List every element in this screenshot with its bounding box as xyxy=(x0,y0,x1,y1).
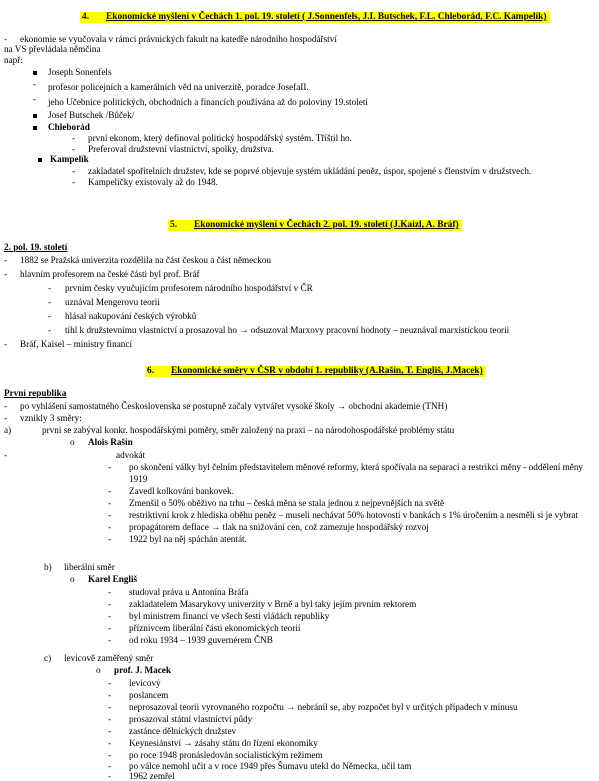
kampelik-line-1: zakladatel spořitelních družstev, kde se poprvé objevuje systém ukládání peněz, úspor, spojené s členstvím v družstvech. xyxy=(88,166,532,176)
circle-bullet-icon: o xyxy=(70,574,75,584)
person-kampelik: Kampelík xyxy=(50,154,89,164)
rasin-line-5: propagátorem deflace → tlak na snižování cen, což zamezuje hospodářský rozvoj xyxy=(129,522,429,532)
dash-marker: - xyxy=(108,678,112,688)
dash-marker: - xyxy=(72,144,76,154)
bullet-icon xyxy=(33,126,37,130)
dash-marker: - xyxy=(108,462,112,472)
rasin-line-3: Zmenšil o 50% oběživo na trhu – česká měna se stala jednou z nejpevnějších na světě xyxy=(129,498,445,508)
englis-line-3: byl ministrem financí ve všech šesti vládách republiky xyxy=(129,611,330,621)
person-rasin: Alois Rašín xyxy=(88,437,133,447)
dash-marker: - xyxy=(108,611,112,621)
dash-marker: - xyxy=(108,587,112,597)
dash-marker: - xyxy=(48,325,52,335)
rasin-line-2: Zavedl kolkování bankovek. xyxy=(129,486,234,496)
macek-line-9: 1962 zemřel xyxy=(129,771,175,781)
dash-marker: - xyxy=(108,771,112,781)
chleborad-line-2: Preferoval družstevní vlastnictví, spolky, družstva. xyxy=(88,144,274,154)
dash-marker: - xyxy=(48,311,52,321)
s5-line-1: 1882 se Pražská univerzita rozdělila na část českou a část německou xyxy=(20,255,272,265)
brafs-line-1: prvním česky vyučujícím profesorem národního hospodářství v ČR xyxy=(65,283,313,293)
section-6-number: 6. xyxy=(147,366,155,376)
section-4-title: Ekonomické myšlení v Čechách 1. pol. 19. století ( J.Sonnenfels, J.I. Butschek, F.L. Chleborád, F.C. Kampelík) xyxy=(106,12,547,22)
rasin-line-6: 1922 byl na něj spáchán atentát. xyxy=(129,534,247,544)
section-6-heading xyxy=(145,366,485,377)
macek-line-7: po roce 1948 pronásledován socialistickým režimem xyxy=(129,750,323,760)
sonnenfels-line-2: jeho Učebnice politických, obchodních a financích používána až do poloviny 19.století xyxy=(48,97,368,107)
circle-bullet-icon: o xyxy=(70,437,75,447)
direction-a-text: první se zabýval konkr. hospodářskými poměry, směr založený na praxi – na národohospodářské problémy státu xyxy=(42,425,455,435)
person-butschek: Josef Butschek /Bůček/ xyxy=(48,110,135,120)
macek-line-2: poslancem xyxy=(129,690,169,700)
rasin-line-1b: 1919 xyxy=(129,474,148,484)
dash-marker: - xyxy=(4,34,8,44)
bullet-icon xyxy=(33,71,37,75)
brafs-line-3: hlásal nakupování českých výrobků xyxy=(65,311,197,321)
s6-line-1: po vyhlášení samostatného Československa se postupně začaly vytvářet vysoké školy → obchodní akademie (TNH) xyxy=(20,401,448,411)
macek-line-5: zastánce dělnických družstev xyxy=(129,726,237,736)
englis-line-5: od roku 1934 – 1939 guvernérem ČNB xyxy=(129,635,273,645)
macek-line-4: prosazoval státní vlastnictví půdy xyxy=(129,714,253,724)
dash-marker: - xyxy=(108,726,112,736)
dash-marker: - xyxy=(108,599,112,609)
list-label-b: b) xyxy=(44,562,52,572)
dash-marker: - xyxy=(108,486,112,496)
dash-marker: - xyxy=(48,283,52,293)
bullet-icon xyxy=(33,114,37,118)
macek-line-1: levicový xyxy=(129,678,161,688)
dash-marker: - xyxy=(108,510,112,520)
dash-marker: - xyxy=(108,498,112,508)
person-chleborad: Chleborád xyxy=(48,122,90,132)
dash-marker: - xyxy=(4,269,8,279)
dash-marker: - xyxy=(4,413,8,423)
section-6-subheading: První republika xyxy=(4,388,67,398)
dash-marker: - xyxy=(108,534,112,544)
dash-marker: - xyxy=(108,635,112,645)
person-englis: Karel Engliš xyxy=(88,574,138,584)
bullet-icon xyxy=(38,158,42,162)
dash-marker: - xyxy=(108,761,112,771)
dash-marker: - xyxy=(108,714,112,724)
intro-line-1: ekonomie se vyučovala v rámci právnických fakult na katedře národního hospodářství xyxy=(20,34,337,44)
dash-marker: - xyxy=(108,522,112,532)
dash-marker: - xyxy=(108,690,112,700)
circle-bullet-icon: o xyxy=(96,665,101,675)
s6-line-2: vznikly 3 směry: xyxy=(20,413,82,423)
macek-line-6: Keynesiánství → zásahy státu do řízení ekonomiky xyxy=(129,738,318,748)
dash-marker: - xyxy=(108,702,112,712)
rasin-line-0: advokát xyxy=(116,450,146,460)
direction-c-text: levicově zaměřený směr xyxy=(64,653,154,663)
s5-line-2: hlavním profesorem na české části byl prof. Bráf xyxy=(20,269,200,279)
dash-marker: - xyxy=(108,750,112,760)
section-4-number: 4. xyxy=(82,12,90,22)
section-5-heading xyxy=(168,220,461,231)
dash-marker: - xyxy=(72,166,76,176)
englis-line-1: studoval práva u Antonína Bráfa xyxy=(129,587,249,597)
dash-marker: - xyxy=(4,401,8,411)
sonnenfels-line-1: profesor policejních a kamerálních věd na univerzitě, poradce JosefaII. xyxy=(48,82,309,92)
section-5-number: 5. xyxy=(170,220,178,230)
rasin-line-4: restriktivní krok z hlediska oběhu peněz – museli nechávat 50% hotovosti v bankách s 1% úročením a nesměli si je vybrat xyxy=(129,510,579,520)
brafs-line-2: uznával Mengerovu teorii xyxy=(65,297,160,307)
dash-marker: - xyxy=(72,133,76,143)
section-5-title: Ekonomické myšlení v Čechách 2. pol. 19. století (J.Kaizl, A. Bráf) xyxy=(194,220,459,230)
rasin-line-1: po skončení války byl čelním představitelem měnové reformy, která spočívala na separaci a restrikci měny - oddělení měny xyxy=(129,462,584,472)
person-macek: prof. J. Macek xyxy=(114,665,171,675)
section-5-subheading: 2. pol. 19. století xyxy=(4,242,68,252)
direction-b-text: liberální směr xyxy=(64,562,115,572)
dash-marker: - xyxy=(33,94,37,104)
intro-line-2: na VS převládala němčina xyxy=(4,44,101,54)
dash-marker: - xyxy=(4,339,8,349)
s5-line-3: Bráf, Kaisel – ministry financí xyxy=(20,339,133,349)
dash-marker: - xyxy=(4,255,8,265)
dash-marker: - xyxy=(72,177,76,187)
dash-marker: - xyxy=(33,79,37,89)
section-4-heading xyxy=(80,12,549,23)
list-label-a: a) xyxy=(4,425,12,435)
dash-marker: - xyxy=(48,297,52,307)
section-6-title: Ekonomické směry v ČSR v období 1. republiky (A.Rašín, T. Engliš, J.Macek) xyxy=(171,366,483,376)
macek-line-3: neprosazoval teorii vyrovnaného rozpočtu → nebránil se, aby rozpočet byl v určitých případech v mínusu xyxy=(129,702,518,712)
kampelik-line-2: Kampeličky existovaly až do 1948. xyxy=(88,177,218,187)
dash-marker: - xyxy=(4,450,8,460)
list-label-c: c) xyxy=(44,653,52,663)
dash-marker: - xyxy=(108,623,112,633)
brafs-line-4: tíhl k družstevnímu vlastnictví a prosazoval ho → odsuzoval Marxovy pracovní hodnoty – neuznával marxistickou teorii xyxy=(65,325,510,335)
englis-line-4: příznivcem liberální části ekonomických teorií xyxy=(129,623,301,633)
person-sonnenfels: Joseph Sonenfels xyxy=(48,67,112,77)
macek-line-8: po válce nemohl učit a v roce 1949 přes Šumavu utekl do Německa, učil tam xyxy=(129,761,412,771)
englis-line-2: zakladatelem Masarykovy univerzity v Brně a byl taky jejím prvním rektorem xyxy=(129,599,417,609)
chleborad-line-1: první ekonom, který definoval politický hospodářský systém. Tříštil ho. xyxy=(88,133,352,143)
dash-marker: - xyxy=(108,738,112,748)
intro-line-3: např: xyxy=(4,55,23,65)
